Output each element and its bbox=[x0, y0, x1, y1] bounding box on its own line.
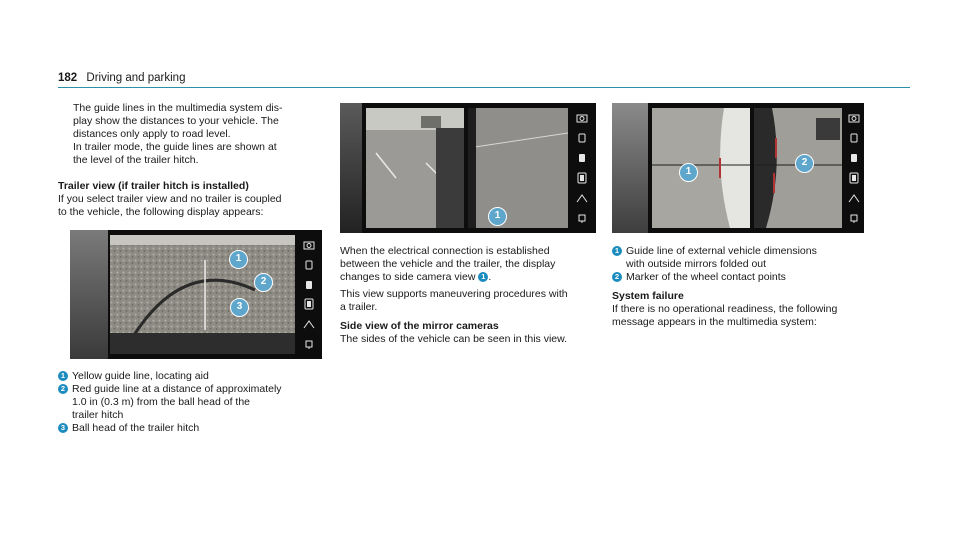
text-line: play show the distances to your vehicle. The bbox=[73, 115, 279, 127]
top-view-icon[interactable] bbox=[303, 298, 315, 310]
text-line: distances only apply to road level. bbox=[73, 128, 231, 140]
col2-text bbox=[340, 245, 602, 346]
rear-camera-icon[interactable] bbox=[848, 132, 860, 144]
col1-legend bbox=[58, 370, 338, 435]
side-camera-strip bbox=[340, 103, 362, 233]
trailer-side-view bbox=[468, 108, 568, 228]
camera-settings-icon[interactable] bbox=[848, 112, 860, 124]
legend-text: Guide line of external vehicle dimensions bbox=[626, 245, 817, 257]
mirror-camera-figure bbox=[612, 103, 864, 233]
top-view-icon[interactable] bbox=[576, 172, 588, 184]
wide-angle-icon[interactable] bbox=[303, 318, 315, 330]
col1-trailer bbox=[58, 180, 338, 219]
legend-number: 2 bbox=[58, 384, 68, 394]
text-line: This view supports maneuvering procedures with bbox=[340, 288, 568, 300]
trailer-view-heading: Trailer view (if trailer hitch is installed) bbox=[58, 180, 249, 192]
legend-number: 1 bbox=[58, 371, 68, 381]
camera-settings-icon[interactable] bbox=[576, 112, 588, 124]
legend-item bbox=[58, 370, 338, 383]
legend-item bbox=[58, 422, 338, 435]
system-failure-heading: System failure bbox=[612, 290, 684, 302]
inline-reference: 1 bbox=[478, 272, 488, 282]
figure-callout: 2 bbox=[254, 273, 273, 292]
legend-text: Marker of the wheel contact points bbox=[626, 271, 786, 283]
text-line: a trailer. bbox=[340, 301, 378, 313]
text-line: If you select trailer view and no trailer is coupled bbox=[58, 193, 282, 205]
figure-callout: 2 bbox=[795, 154, 814, 173]
rear-camera-view bbox=[110, 235, 295, 354]
trailer-icon[interactable] bbox=[576, 212, 588, 224]
text-line: If there is no operational readiness, the following bbox=[612, 303, 838, 315]
page-header bbox=[58, 72, 185, 84]
side-camera-figure bbox=[340, 103, 596, 233]
text-line: to the vehicle, the following display appears: bbox=[58, 206, 264, 218]
text-line bbox=[340, 271, 602, 284]
text-fragment: . bbox=[488, 271, 492, 283]
camera-menu bbox=[844, 108, 864, 228]
text-line: the level of the trailer hitch. bbox=[73, 154, 199, 166]
text-fragment: changes to side camera view bbox=[340, 271, 479, 283]
legend-text: Red guide line at a distance of approximately bbox=[72, 383, 282, 395]
text-line: message appears in the multimedia system: bbox=[612, 316, 817, 328]
top-view-icon[interactable] bbox=[848, 172, 860, 184]
left-mirror-view bbox=[652, 108, 750, 228]
legend-number: 3 bbox=[58, 423, 68, 433]
text-line: In trailer mode, the guide lines are shown at bbox=[73, 141, 277, 153]
figure-callout: 3 bbox=[230, 298, 249, 317]
side-camera-strip bbox=[612, 103, 648, 233]
col3-text bbox=[612, 245, 882, 329]
figure-callout: 1 bbox=[679, 163, 698, 182]
legend-item bbox=[58, 383, 338, 422]
text-line: The guide lines in the multimedia system dis- bbox=[73, 102, 283, 114]
camera-menu bbox=[298, 235, 320, 354]
trailer-icon[interactable] bbox=[303, 338, 315, 350]
header-rule bbox=[58, 87, 910, 88]
figure-callout: 1 bbox=[488, 207, 507, 226]
page-number: 182 bbox=[58, 72, 78, 84]
rear-camera-icon[interactable] bbox=[576, 132, 588, 144]
text-line: The sides of the vehicle can be seen in this view. bbox=[340, 333, 568, 345]
camera-settings-icon[interactable] bbox=[303, 239, 315, 251]
legend-text: Yellow guide line, locating aid bbox=[72, 370, 209, 382]
wide-angle-icon[interactable] bbox=[576, 192, 588, 204]
legend-text: with outside mirrors folded out bbox=[626, 258, 767, 270]
mirror-camera-view bbox=[366, 108, 464, 228]
figure-callout: 1 bbox=[229, 250, 248, 269]
legend-number: 2 bbox=[612, 272, 622, 282]
section-title: Driving and parking bbox=[86, 72, 186, 84]
text-line: between the vehicle and the trailer, the display bbox=[340, 258, 556, 270]
legend-number: 1 bbox=[612, 246, 622, 256]
legend-text: Ball head of the trailer hitch bbox=[72, 422, 200, 434]
rear-camera-icon[interactable] bbox=[303, 259, 315, 271]
front-camera-icon[interactable] bbox=[303, 279, 315, 291]
trailer-icon[interactable] bbox=[848, 212, 860, 224]
side-camera-strip bbox=[70, 230, 108, 359]
col1-intro bbox=[73, 102, 338, 167]
legend-item bbox=[612, 245, 882, 271]
front-camera-icon[interactable] bbox=[848, 152, 860, 164]
front-camera-icon[interactable] bbox=[576, 152, 588, 164]
legend-item bbox=[612, 271, 882, 284]
trailer-view-figure bbox=[70, 230, 322, 359]
side-view-heading: Side view of the mirror cameras bbox=[340, 320, 499, 332]
text-line: When the electrical connection is established bbox=[340, 245, 550, 257]
wide-angle-icon[interactable] bbox=[848, 192, 860, 204]
camera-menu bbox=[571, 108, 593, 228]
legend-text: trailer hitch bbox=[72, 409, 124, 421]
legend-text: 1.0 in (0.3 m) from the ball head of the bbox=[72, 396, 251, 408]
